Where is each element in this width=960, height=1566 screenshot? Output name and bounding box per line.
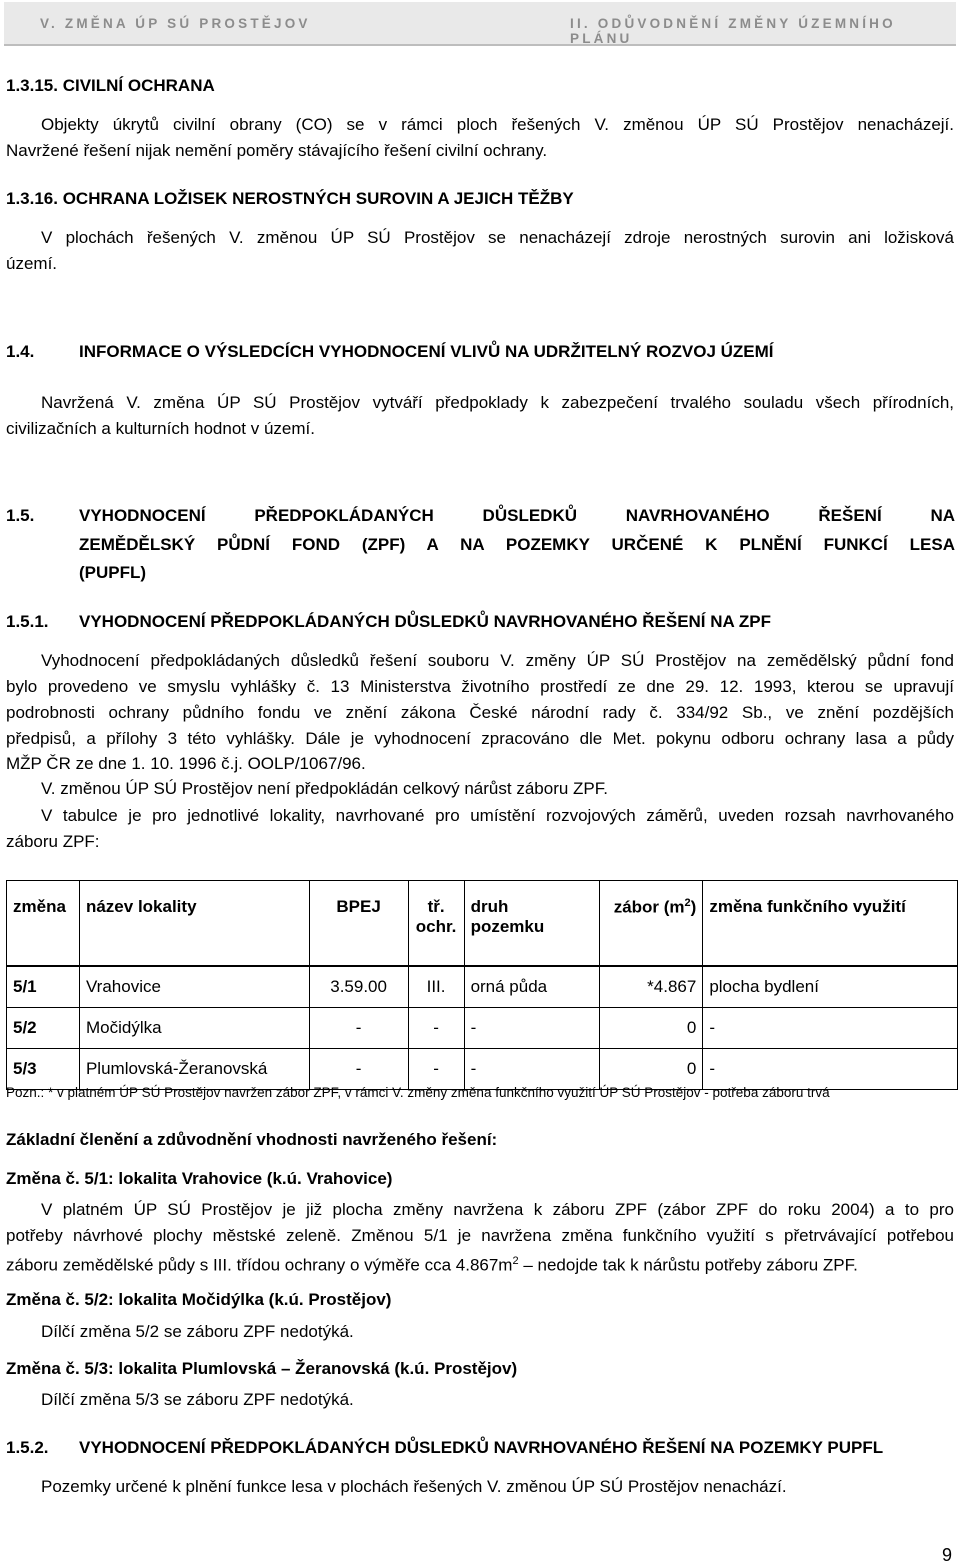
section-1315-para-line2: Navržené řešení nijak nemění poměry stávajícího řešení civilní ochrany. xyxy=(6,141,548,160)
section-151-para1-line4: předpisů, a přílohy 3 této vyhlášky. Dále je vyhodnocení zpracováno dle Met. pokynu odboru ochrany lasa a půdy xyxy=(6,729,954,748)
section-151-para3-line1: V tabulce je pro jednotlivé lokality, navrhované pro umístění rozvojových záměrů, uveden rozsah navrhovaného xyxy=(41,806,954,825)
table-row xyxy=(7,1008,958,1049)
cell-zmena: 5/3 xyxy=(7,1049,80,1090)
section-14-para-line1: Navržená V. změna ÚP SÚ Prostějov vytváří předpoklady k zabezpečení trvalého souladu všech přírodních, xyxy=(41,393,954,412)
cell-bpej: - xyxy=(309,1049,408,1090)
col-header-zmena: změna xyxy=(7,881,80,967)
zmena-51-para-line3: záboru zemědělské půdy s III. třídou ochrany o výměře cca $4.867m^2$ – nedojde tak k nárůstu potřeby záboru ZPF. xyxy=(6,1255,858,1275)
cell-zabor: *4.867 xyxy=(600,966,703,1008)
section-15-title-line2: ZEMĚDĚLSKÝ PŮDNÍ FOND (ZPF) A NA POZEMKY URČENÉ K PLNĚNÍ FUNKCÍ LESA xyxy=(79,535,955,554)
table-note: Pozn.: * v platném ÚP SÚ Prostějov navržen zábor ZPF, v rámci V. změny změna funkčního využití ÚP SÚ Prostějov - potřeba záboru trvá xyxy=(6,1085,830,1100)
section-1315-heading: 1.3.15. CIVILNÍ OCHRANA xyxy=(6,76,215,95)
col-header-druh: druh pozemku xyxy=(464,881,600,967)
cell-nazev: Vrahovice xyxy=(79,966,309,1008)
cell-bpej: 3.59.00 xyxy=(309,966,408,1008)
zmena-52-text: Dílčí změna 5/2 se záboru ZPF nedotýká. xyxy=(41,1322,354,1341)
section-15-number: 1.5. xyxy=(6,506,35,525)
col-header-trida: tř. ochr. xyxy=(408,881,464,967)
cell-funkce: plocha bydlení xyxy=(703,966,958,1008)
cell-druh: - xyxy=(464,1049,600,1090)
zmena-51-para-line1: V platném ÚP SÚ Prostějov je již plocha změny navržena k záboru ZPF (zábor ZPF do roku 2004) a to pro xyxy=(41,1200,954,1219)
cell-funkce: - xyxy=(703,1049,958,1090)
col-header-zabor: zábor $(m^2)$ xyxy=(600,881,703,967)
section-1316-heading: 1.3.16. OCHRANA LOŽISEK NEROSTNÝCH SUROVIN A JEJICH TĚŽBY xyxy=(6,189,574,208)
col-header-nazev: název lokality xyxy=(79,881,309,967)
section-15-title-line3: (PUPFL) xyxy=(79,563,147,582)
section-15-title-line1: VYHODNOCENÍ PŘEDPOKLÁDANÝCH DŮSLEDKŮ NAVRHOVANÉHO ŘEŠENÍ NA xyxy=(79,506,955,525)
cell-zmena: 5/2 xyxy=(7,1008,80,1049)
zaklad-heading: Základní členění a zdůvodnění vhodnosti navrženého řešení: xyxy=(6,1130,498,1149)
cell-trida: - xyxy=(408,1008,464,1049)
cell-nazev: Močidýlka xyxy=(79,1008,309,1049)
section-152-title: VYHODNOCENÍ PŘEDPOKLÁDANÝCH DŮSLEDKŮ NAVRHOVANÉHO ŘEŠENÍ NA POZEMKY PUPFL xyxy=(79,1438,884,1457)
section-151-para1-line3: podrobnosti ochrany půdního fondu ve znění zákona České národní rady č. 334/92 Sb., ve znění pozdějších xyxy=(6,703,954,722)
zmena-51-para-line2: potřeby návrhové plochy městské zeleně. Změnou 5/1 je navržena změna funkčního využití s přetrvávající potřebou xyxy=(6,1226,954,1245)
cell-trida: - xyxy=(408,1049,464,1090)
section-152-number: 1.5.2. xyxy=(6,1438,49,1457)
section-151-number: 1.5.1. xyxy=(6,612,49,631)
zmena-53-text: Dílčí změna 5/3 se záboru ZPF nedotýká. xyxy=(41,1390,354,1409)
section-14-number: 1.4. xyxy=(6,342,35,361)
section-1316-para-line2: území. xyxy=(6,254,58,273)
section-151-para1-line2: bylo provedeno ve smyslu vyhlášky č. 13 Ministerstva životního prostředí ze dne 29. 12. 1993, kterou se upravují xyxy=(6,677,954,696)
header-left-title: V. ZMĚNA ÚP SÚ PROSTĚJOV xyxy=(40,16,311,31)
col-header-bpej: BPEJ xyxy=(309,881,408,967)
table-header-row xyxy=(7,881,958,967)
section-152-para: Pozemky určené k plnění funkce lesa v plochách řešených V. změnou ÚP SÚ Prostějov nenachází. xyxy=(41,1477,787,1496)
section-14-title: INFORMACE O VÝSLEDCÍCH VYHODNOCENÍ VLIVŮ NA UDRŽITELNÝ ROZVOJ ÚZEMÍ xyxy=(79,342,774,361)
zmena-53-heading: Změna č. 5/3: lokalita Plumlovská – Žeranovská (k.ú. Prostějov) xyxy=(6,1359,518,1378)
section-151-para3-line2: záboru ZPF: xyxy=(6,832,100,851)
section-1315-para-line1: Objekty úkrytů civilní obrany (CO) se v rámci ploch řešených V. změnou ÚP SÚ Prostějov nenacházejí. xyxy=(41,115,954,134)
table-row xyxy=(7,966,958,1008)
cell-nazev: Plumlovská-Žeranovská xyxy=(79,1049,309,1090)
section-1316-para-line1: V plochách řešených V. změnou ÚP SÚ Prostějov se nenacházejí zdroje nerostných surovin ani ložisková xyxy=(41,228,954,247)
cell-trida: III. xyxy=(408,966,464,1008)
page-header xyxy=(4,2,956,46)
section-151-para1-line1: Vyhodnocení předpokládaných důsledků řešení souboru V. změny ÚP SÚ Prostějov na zemědělský půdní fond xyxy=(41,651,954,670)
cell-bpej: - xyxy=(309,1008,408,1049)
header-right-title: II. ODŮVODNĚNÍ ZMĚNY ÚZEMNÍHO PLÁNU xyxy=(570,16,896,46)
zmena-52-heading: Změna č. 5/2: lokalita Močidýlka (k.ú. Prostějov) xyxy=(6,1290,392,1309)
table-row xyxy=(7,1049,958,1090)
col-header-funkce: změna funkčního využití xyxy=(703,881,958,967)
page-number: 9 xyxy=(941,1545,952,1565)
zmena-51-heading: Změna č. 5/1: lokalita Vrahovice (k.ú. Vrahovice) xyxy=(6,1169,393,1188)
cell-druh: orná půda xyxy=(464,966,600,1008)
section-151-title: VYHODNOCENÍ PŘEDPOKLÁDANÝCH DŮSLEDKŮ NAVRHOVANÉHO ŘEŠENÍ NA ZPF xyxy=(79,612,772,631)
section-151-para1-line5: MŽP ČR ze dne 1. 10. 1996 č.j. OOLP/1067/96. xyxy=(6,754,366,773)
cell-zabor: 0 xyxy=(600,1049,703,1090)
cell-druh: - xyxy=(464,1008,600,1049)
zpf-table xyxy=(6,880,958,1090)
section-14-para-line2: civilizačních a kulturních hodnot v území. xyxy=(6,419,315,438)
section-151-para2: V. změnou ÚP SÚ Prostějov není předpokládán celkový nárůst záboru ZPF. xyxy=(41,779,608,798)
cell-zmena: 5/1 xyxy=(7,966,80,1008)
cell-zabor: 0 xyxy=(600,1008,703,1049)
cell-funkce: - xyxy=(703,1008,958,1049)
